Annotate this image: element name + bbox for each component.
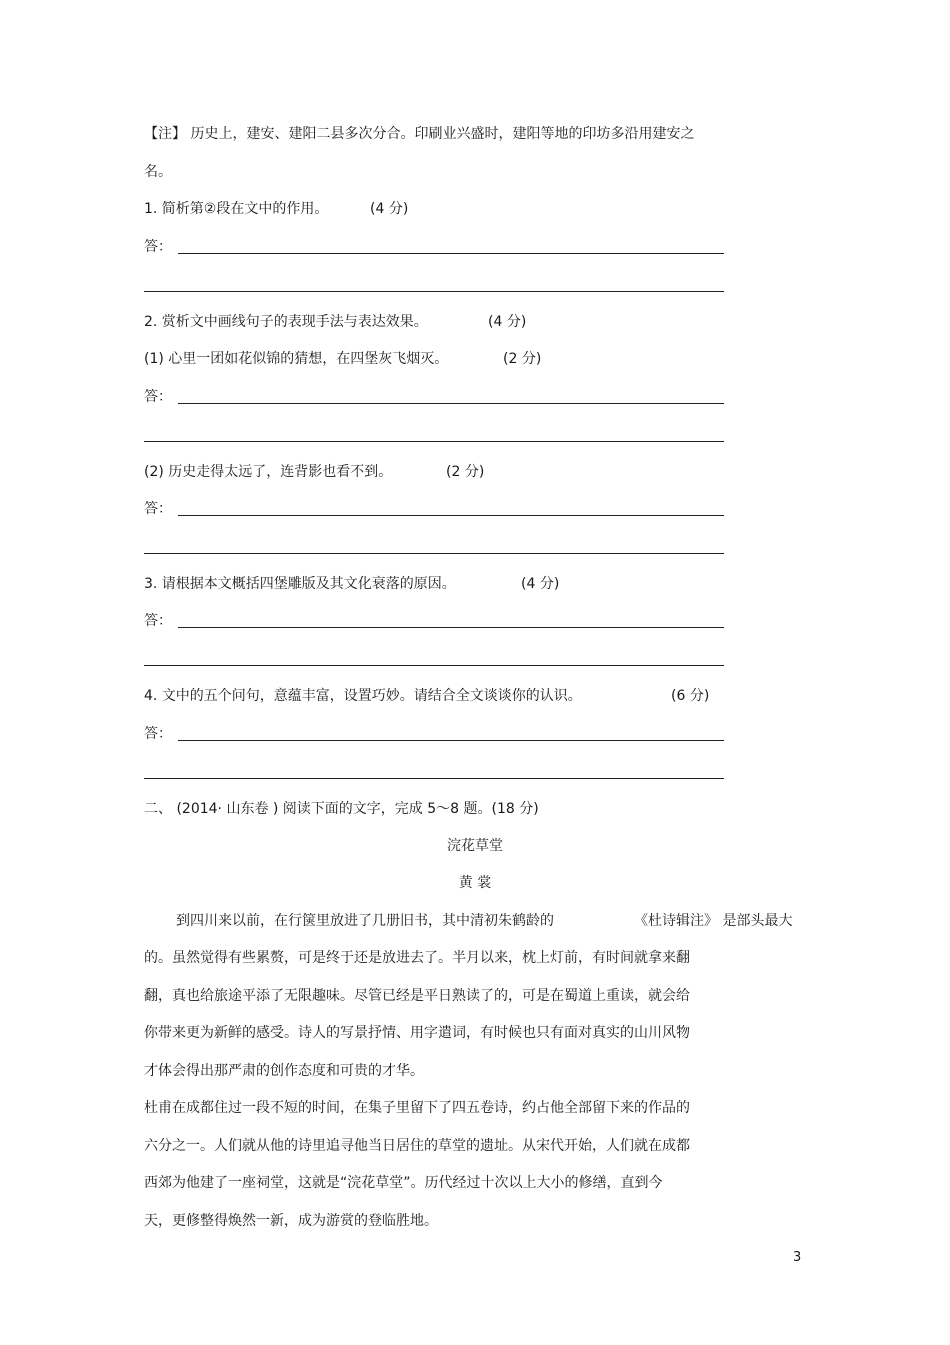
question-3: 3. 请根据本文概括四堡雕版及其文化衰落的原因。 [144, 576, 456, 592]
paragraph-2-line-4: 天，更修整得焕然一新，成为游赏的登临胜地。 [144, 1213, 438, 1229]
answer-line [144, 778, 724, 779]
answer-label-3: 答： [144, 613, 172, 629]
question-2: 2. 赏析文中画线句子的表现手法与表达效果。 [144, 314, 428, 330]
question-2-2: (2) 历史走得太远了，连背影也看不到。 [144, 464, 393, 480]
note-line-2: 名。 [144, 164, 172, 180]
paragraph-1-line-1: 到四川来以前，在行箧里放进了几册旧书，其中清初朱鹤龄的 [176, 913, 554, 929]
paragraph-2-line-1: 杜甫在成都住过一段不短的时间，在集子里留下了四五卷诗，约占他全部留下来的作品的 [144, 1100, 690, 1116]
answer-line [178, 740, 724, 741]
paragraph-2-line-2: 六分之一。人们就从他的诗里追寻他当日居住的草堂的遗址。从宋代开始，人们就在成都 [144, 1138, 690, 1154]
answer-label-2-1: 答： [144, 389, 172, 405]
question-1: 1. 简析第②段在文中的作用。 [144, 201, 329, 217]
paragraph-2-line-3: 西郊为他建了一座祠堂，这就是“浣花草堂”。历代经过十次以上大小的修缮，直到今 [144, 1175, 663, 1191]
question-2-1: (1) 心里一团如花似锦的猜想，在四堡灰飞烟灭。 [144, 351, 449, 367]
note-line-1: 【注】 历史上，建安、建阳二县多次分合。印刷业兴盛时，建阳等地的印坊多沿用建安之 [144, 126, 695, 142]
answer-line [144, 553, 724, 554]
answer-line [144, 665, 724, 666]
section-2-heading: 二、 (2014· 山东卷 ) 阅读下面的文字，完成 5～8 题。(18 分) [144, 801, 539, 817]
answer-line [178, 403, 724, 404]
answer-line [144, 291, 724, 292]
essay-author: 黄 裳 [458, 875, 492, 891]
answer-label-1: 答： [144, 239, 172, 255]
question-2-2-points: (2 分) [446, 464, 485, 480]
question-4-points: (6 分) [671, 688, 710, 704]
paragraph-1-line-3: 翻，真也给旅途平添了无限趣味。尽管已经是平日熟读了的，可是在蜀道上重读，就会给 [144, 988, 690, 1004]
question-2-points: (4 分) [488, 314, 527, 330]
page-number: 3 [793, 1250, 802, 1265]
paragraph-1-line-4: 你带来更为新鲜的感受。诗人的写景抒情、用字遣词，有时候也只有面对真实的山川风物 [144, 1025, 690, 1041]
answer-label-4: 答： [144, 726, 172, 742]
answer-label-2-2: 答： [144, 501, 172, 517]
answer-line [178, 515, 724, 516]
paragraph-1-line-5: 才体会得出那严肃的创作态度和可贵的才华。 [144, 1063, 424, 1079]
answer-line [178, 627, 724, 628]
question-4: 4. 文中的五个问句，意蕴丰富，设置巧妙。请结合全文谈谈你的认识。 [144, 688, 582, 704]
question-2-1-points: (2 分) [503, 351, 542, 367]
answer-line [144, 441, 724, 442]
paragraph-1-line-2: 的。虽然觉得有些累赘，可是终于还是放进去了。半月以来，枕上灯前，有时间就拿来翻 [144, 950, 690, 966]
essay-title: 浣花草堂 [447, 838, 503, 854]
answer-line [178, 253, 724, 254]
question-3-points: (4 分) [521, 576, 560, 592]
question-1-points: (4 分) [370, 201, 409, 217]
book-title: 《杜诗辑注》 是部头最大 [634, 913, 793, 929]
